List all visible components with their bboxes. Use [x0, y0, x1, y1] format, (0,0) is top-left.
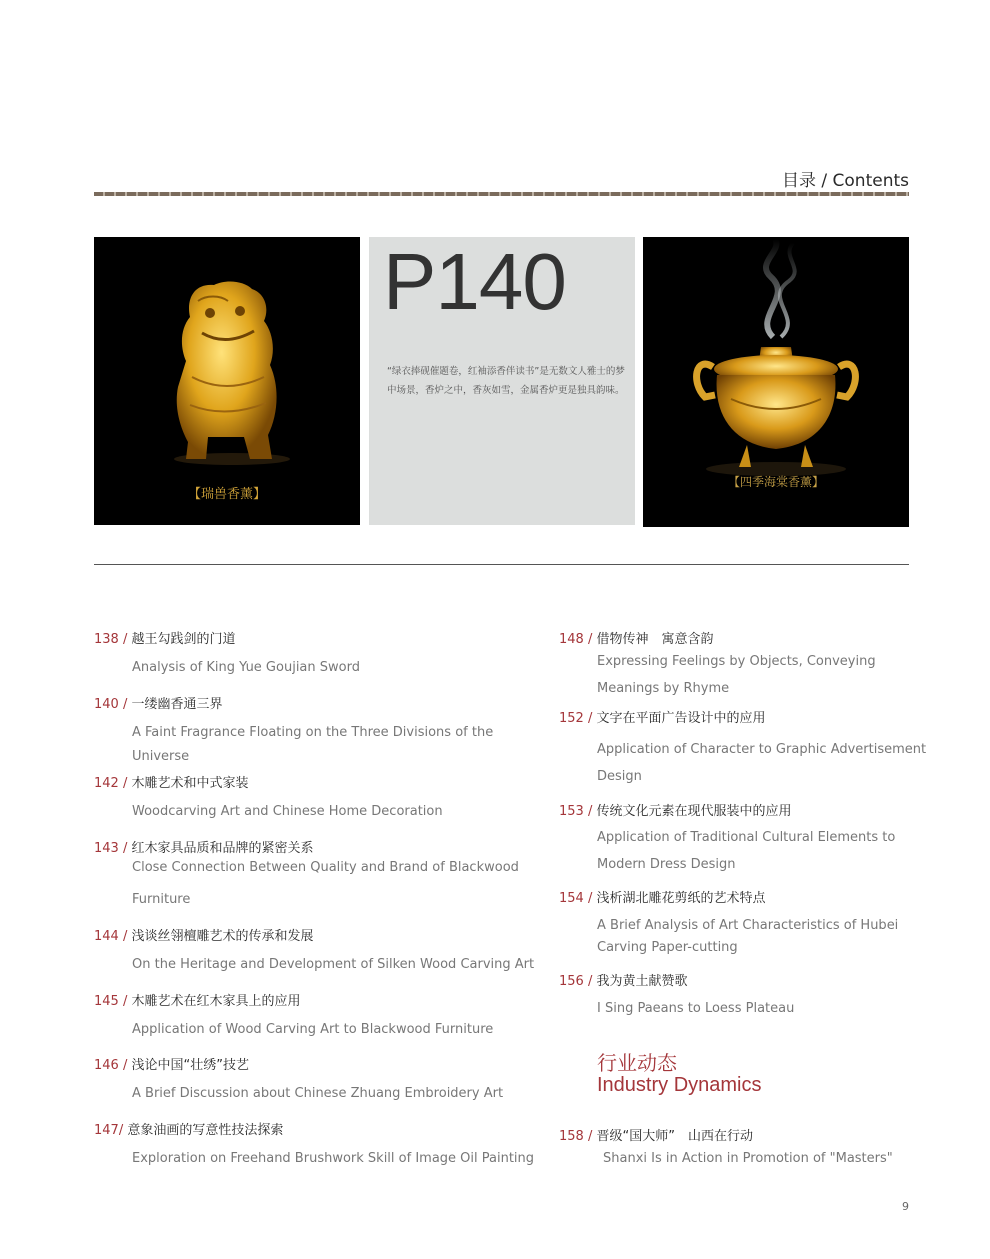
toc-title-cn: 越王勾践剑的门道 [131, 632, 236, 647]
toc-title-en: A Faint Fragrance Floating on the Three Divisions of the [132, 725, 494, 740]
toc-title-cn: 意象油画的写意性技法探索 [127, 1123, 284, 1138]
toc-title-en: A Brief Discussion about Chinese Zhuang Embroidery Art [132, 1086, 504, 1101]
toc-entry[interactable] [559, 707, 765, 726]
toc-title-en: Universe [132, 749, 190, 764]
toc-title-en: Shanxi Is in Action in Promotion of "Masters" [603, 1151, 893, 1166]
toc-title-en: Woodcarving Art and Chinese Home Decoration [132, 804, 443, 819]
toc-page-number: 143 / [94, 841, 128, 856]
toc-page-number: 153 / [559, 804, 593, 819]
toc-title-cn: 传统文化元素在现代服装中的应用 [596, 804, 792, 819]
toc-title-en: Furniture [132, 892, 191, 907]
toc-title-cn: 借物传神 寓意含韵 [596, 632, 714, 647]
toc-entry[interactable] [559, 1125, 753, 1144]
toc-title-cn: 浅论中国“壮绣”技艺 [131, 1058, 249, 1073]
toc-page-number: 154 / [559, 891, 593, 906]
toc-title-en: Application of Character to Graphic Advertisement [597, 742, 927, 757]
toc-title-cn: 木雕艺术和中式家装 [131, 776, 249, 791]
toc-title-en: Application of Wood Carving Art to Blackwood Furniture [132, 1022, 494, 1037]
toc-entry[interactable] [94, 990, 300, 1009]
toc-title-en: A Brief Analysis of Art Characteristics of Hubei [597, 918, 899, 933]
toc-title-cn: 一缕幽香通三界 [131, 697, 223, 712]
toc-page-number: 148 / [559, 632, 593, 647]
toc-entry[interactable] [94, 837, 313, 856]
toc-title-en: On the Heritage and Development of Silken Wood Carving Art [132, 957, 535, 972]
toc-page-number: 140 / [94, 697, 128, 712]
right-image-caption: 【四季海棠香薰】 [727, 475, 824, 489]
section-heading-cn: 行业动态 [597, 1051, 677, 1075]
toc-page-number: 152 / [559, 711, 593, 726]
toc-title-en: Application of Traditional Cultural Elements to [597, 830, 896, 845]
toc-entry[interactable] [559, 970, 687, 989]
section-divider [94, 564, 909, 565]
toc-page-number: 146 / [94, 1058, 128, 1073]
section-heading-en: Industry Dynamics [597, 1074, 762, 1096]
toc-title-en: Carving Paper-cutting [597, 940, 738, 955]
toc-title-cn: 晋级“国大师” 山西在行动 [596, 1129, 753, 1144]
toc-page-number: 158 / [559, 1129, 593, 1144]
toc-title-cn: 木雕艺术在红木家具上的应用 [131, 994, 301, 1009]
toc-title-cn: 浅析湖北雕花剪纸的艺术特点 [596, 891, 766, 906]
toc-entry[interactable] [94, 925, 313, 944]
toc-title-en: Design [597, 769, 642, 784]
toc-title-en: Exploration on Freehand Brushwork Skill of Image Oil Painting [132, 1151, 535, 1166]
toc-page-number: 156 / [559, 974, 593, 989]
contents-header-title: 目录 / Contents [781, 171, 909, 191]
toc-entry[interactable] [94, 1054, 249, 1073]
toc-entry[interactable] [559, 800, 791, 819]
toc-entry[interactable] [94, 772, 248, 791]
toc-entry[interactable] [94, 628, 235, 647]
toc-entry[interactable] [559, 628, 713, 647]
toc-title-cn: 红木家具品质和品牌的紧密关系 [131, 841, 314, 856]
toc-page-number: 145 / [94, 994, 128, 1009]
toc-entry[interactable] [94, 1119, 283, 1138]
toc-title-en: Modern Dress Design [597, 857, 736, 872]
toc-page-number: 142 / [94, 776, 128, 791]
toc-title-cn: 文字在平面广告设计中的应用 [596, 711, 766, 726]
toc-entry[interactable] [559, 887, 765, 906]
toc-title-en: Close Connection Between Quality and Brand of Blackwood [132, 860, 519, 875]
incense-burner-begonia-image [643, 237, 909, 527]
feature-description: “绿衣捧砚催题卷，红袖添香伴读书”是无数文人雅士的梦中场景，香炉之中，香灰如雪，金属香炉更是独具韵味。 [387, 366, 625, 396]
toc-entry[interactable] [94, 693, 222, 712]
toc-title-cn: 我为黄土献赞歌 [596, 974, 688, 989]
feature-text-panel [369, 237, 635, 525]
left-image-caption: 【瑞兽香薰】 [187, 487, 266, 502]
page-number: 9 [902, 1200, 909, 1213]
incense-burner-beast-image [94, 237, 360, 525]
toc-title-en: Meanings by Rhyme [597, 681, 730, 696]
decorative-divider [94, 192, 909, 196]
feature-page-label: P140 [383, 237, 566, 326]
toc-page-number: 147/ [94, 1123, 124, 1138]
toc-title-en: Analysis of King Yue Goujian Sword [132, 660, 360, 675]
toc-page-number: 138 / [94, 632, 128, 647]
toc-title-en: Expressing Feelings by Objects, Conveying [597, 654, 876, 669]
toc-title-cn: 浅谈丝翎檀雕艺术的传承和发展 [131, 929, 314, 944]
toc-title-en: I Sing Paeans to Loess Plateau [597, 1001, 795, 1016]
toc-page-number: 144 / [94, 929, 128, 944]
